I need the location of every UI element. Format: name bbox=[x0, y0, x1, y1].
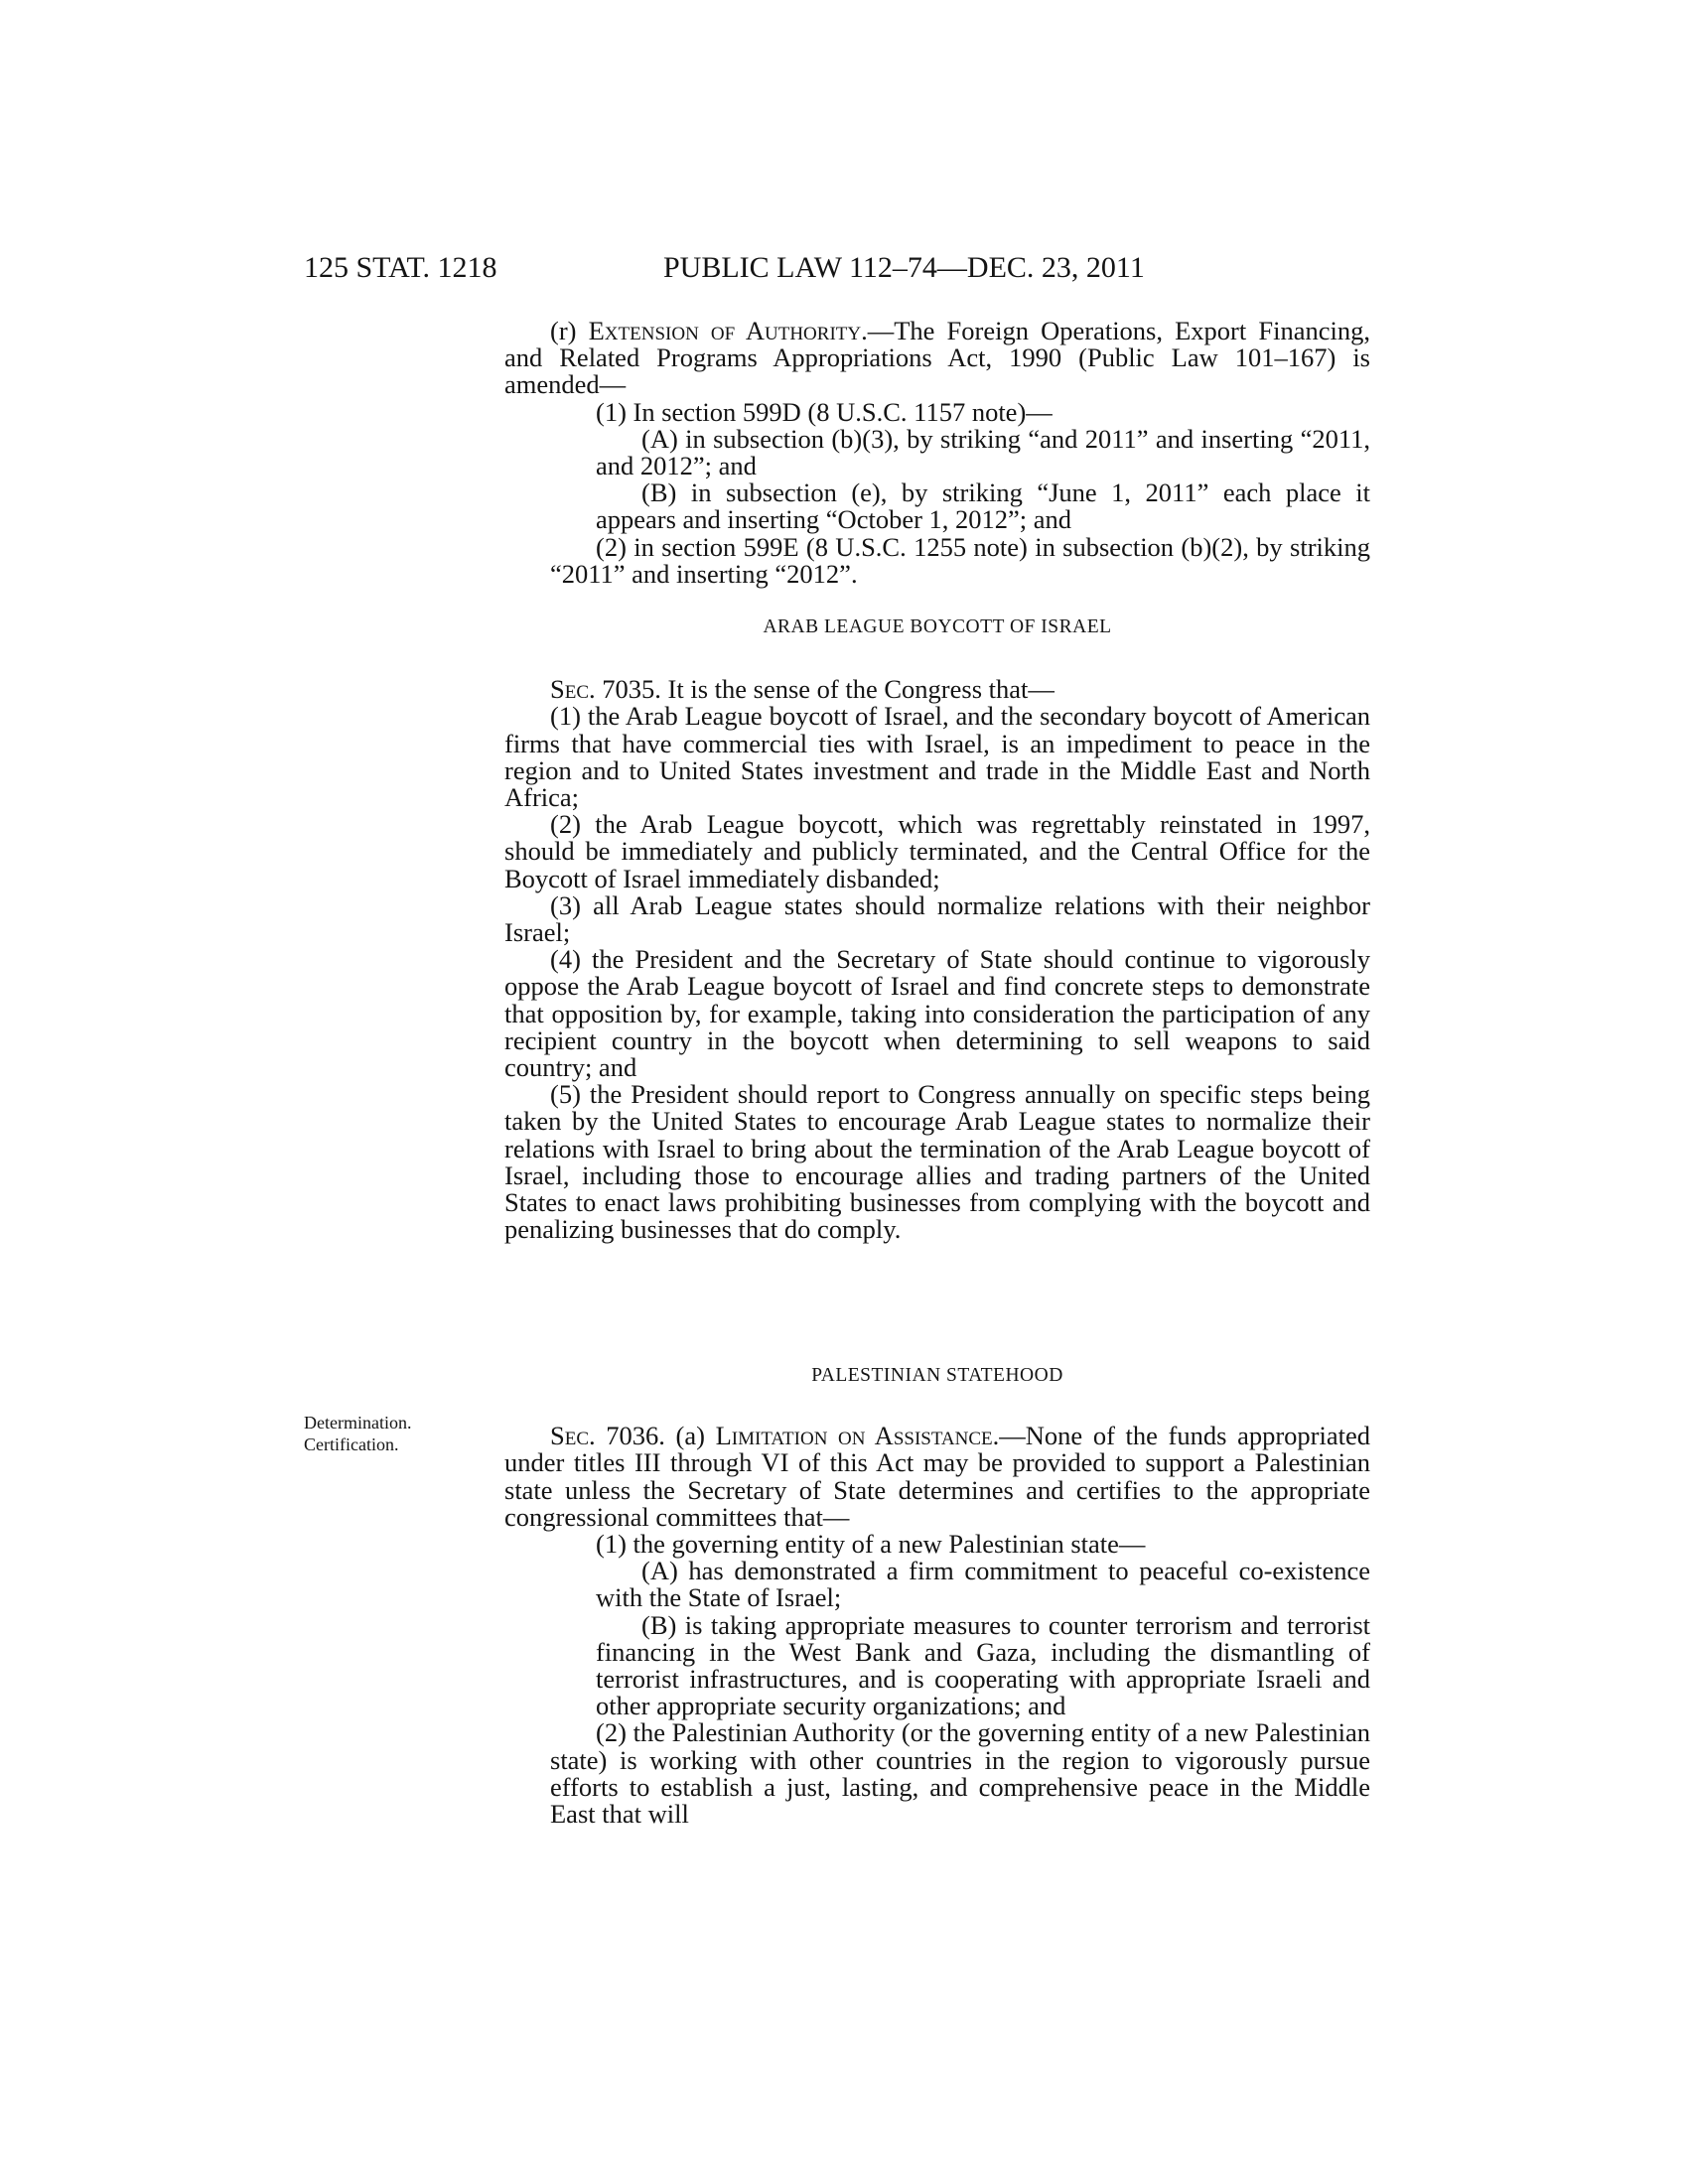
paragraph: (2) the Palestinian Authority (or the governing entity of a new Palestinian state) is working with other countries in the region to vigorously pursue efforts to establish a just, lasting, and comprehensive peace in the Middle East that will bbox=[550, 1717, 1370, 1830]
paragraph: (3) all Arab League states should normalize relations with their neighbor Israel; bbox=[504, 889, 1370, 948]
margin-notes bbox=[304, 1412, 411, 1455]
section-heading: PALESTINIAN STATEHOOD bbox=[811, 1365, 1063, 1386]
paragraph: (2) in section 599E (8 U.S.C. 1255 note) in subsection (b)(2), by striking “2011” and inserting “2012”. bbox=[550, 531, 1370, 589]
paragraph: (2) the Arab League boycott, which was regrettably reinstated in 1997, should be immediately and publicly terminated, and the Central Office for the Boycott of Israel immediately disbanded; bbox=[504, 809, 1370, 893]
section-intro: Sec. 7036. (a) Limitation on Assistance.—None of the funds appropriated under titles III through VI of this Act may be provided to support a Palestinian state unless the Secretary of State determines and certifies to the appropriate congressional committees that— bbox=[504, 1421, 1370, 1532]
law-citation: PUBLIC LAW 112–74—DEC. 23, 2011 bbox=[663, 251, 1145, 284]
section-7036 bbox=[504, 1362, 1370, 1828]
stat-page-number: 125 STAT. 1218 bbox=[304, 251, 497, 284]
margin-note-certification: Certification. bbox=[304, 1434, 399, 1454]
paragraph: (5) the President should report to Congress annually on specific steps being taken by the United States to encourage Arab League states to normalize their relations with Israel to bring about the termination of the Arab League boycott of Israel, including those to encourage allies and trading partners of the United States to enact laws prohibiting businesses from complying with the boycott and penalizing businesses that do comply. bbox=[504, 1079, 1370, 1245]
paragraph: (1) the Arab League boycott of Israel, and the secondary boycott of American firms that have commercial ties with Israel, is an impediment to peace in the region and to United States investment and trade in the Middle East and North Africa; bbox=[504, 701, 1370, 813]
section-intro: Sec. 7035. It is the sense of the Congress that— bbox=[550, 674, 1055, 705]
margin-note-determination: Determination. bbox=[304, 1413, 412, 1433]
subsection-r bbox=[504, 318, 1370, 588]
subsection-r-intro: (r) Extension of Authority.—The Foreign Operations, Export Financing, and Related Programs Appropriations Act, 1990 (Public Law 101–167) is amended— bbox=[504, 316, 1370, 400]
subsection-r-heading: Extension of Authority bbox=[588, 316, 862, 345]
paragraph: (1) the governing entity of a new Palestinian state— bbox=[596, 1529, 1146, 1560]
subparagraph: (B) in subsection (e), by striking “June 1, 2011” each place it appears and inserting “October 1, 2012”; and bbox=[596, 478, 1370, 535]
section-heading: ARAB LEAGUE BOYCOTT OF ISRAEL bbox=[763, 616, 1112, 637]
paragraph: (1) In section 599D (8 U.S.C. 1157 note)— bbox=[596, 396, 1053, 427]
subparagraph: (A) in subsection (b)(3), by striking “and 2011” and inserting “2011, and 2012”; and bbox=[596, 423, 1370, 481]
limitation-heading: Limitation on Assistance bbox=[715, 1421, 993, 1451]
subparagraph: (B) is taking appropriate measures to counter terrorism and terrorist financing in the West Bank and Gaza, including the dismantling of terrorist infrastructures, and is cooperating with appropriate Israeli and other appropriate security organizations; and bbox=[596, 1609, 1370, 1721]
paragraph: (4) the President and the Secretary of State should continue to vigorously oppose the Arab League boycott of Israel and find concrete steps to demonstrate that opposition by, for example, taking into consideration the participation of any recipient country in the boycott when determining to sell weapons to said country; and bbox=[504, 944, 1370, 1083]
section-7035 bbox=[504, 614, 1370, 1243]
subparagraph: (A) has demonstrated a firm commitment to peaceful co-existence with the State of Israel; bbox=[596, 1556, 1370, 1613]
